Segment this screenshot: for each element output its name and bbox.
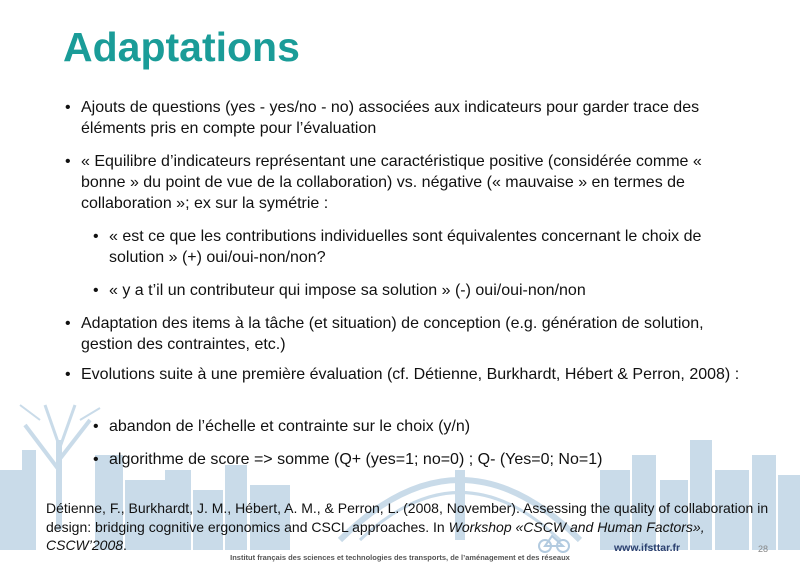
bullet-item: • Adaptation des items à la tâche (et situation) de conception (e.g. génération de solution, gestion des contraintes, etc.) — [65, 315, 704, 353]
sub-bullet-item: • abandon de l’échelle et contrainte sur le choix (y/n) — [93, 418, 471, 435]
sub-bullet-item: • « y a t’il un contributeur qui impose sa solution » (-) oui/oui-non/non — [93, 282, 586, 299]
sub-bullet-item: • algorithme de score => somme (Q+ (yes=1; no=0) ; Q- (Yes=0; No=1) — [93, 451, 603, 468]
website-link[interactable]: www.ifsttar.fr — [614, 542, 681, 554]
slide-title: Adaptations — [63, 24, 300, 70]
bullet-item: • Ajouts de questions (yes - yes/no - no) associées aux indicateurs pour garder trace des éléments pris en compte pour l’évaluation — [65, 99, 700, 137]
bullet-item: • « Equilibre d’indicateurs représentant une caractéristique positive (considérée comme « bonne » du point de vue de la collaboration) vs. négative (« mauvaise » en termes de collaboration »; ex sur la symétrie : — [65, 153, 702, 212]
institution-footer: Institut français des sciences et technologies des transports, de l’aménagement et des réseaux — [230, 553, 570, 562]
bullet-item: • Evolutions suite à une première évaluation (cf. Détienne, Burkhardt, Hébert & Perron, 2008) : — [65, 366, 740, 383]
reference-citation: Détienne, F., Burkhardt, J. M., Hébert, A. M., & Perron, L. (2008, November). Assessing the quality of collaboration in design: bridging cognitive ergonomics and CSCL approaches. In Workshop «CSCW and Human Factors», CSCW’2008. — [46, 500, 769, 553]
page-number: 28 — [758, 544, 769, 554]
sub-bullet-item: • « est ce que les contributions individuelles sont équivalentes concernant le choix de solution » (+) oui/oui-non/non? — [93, 228, 702, 266]
